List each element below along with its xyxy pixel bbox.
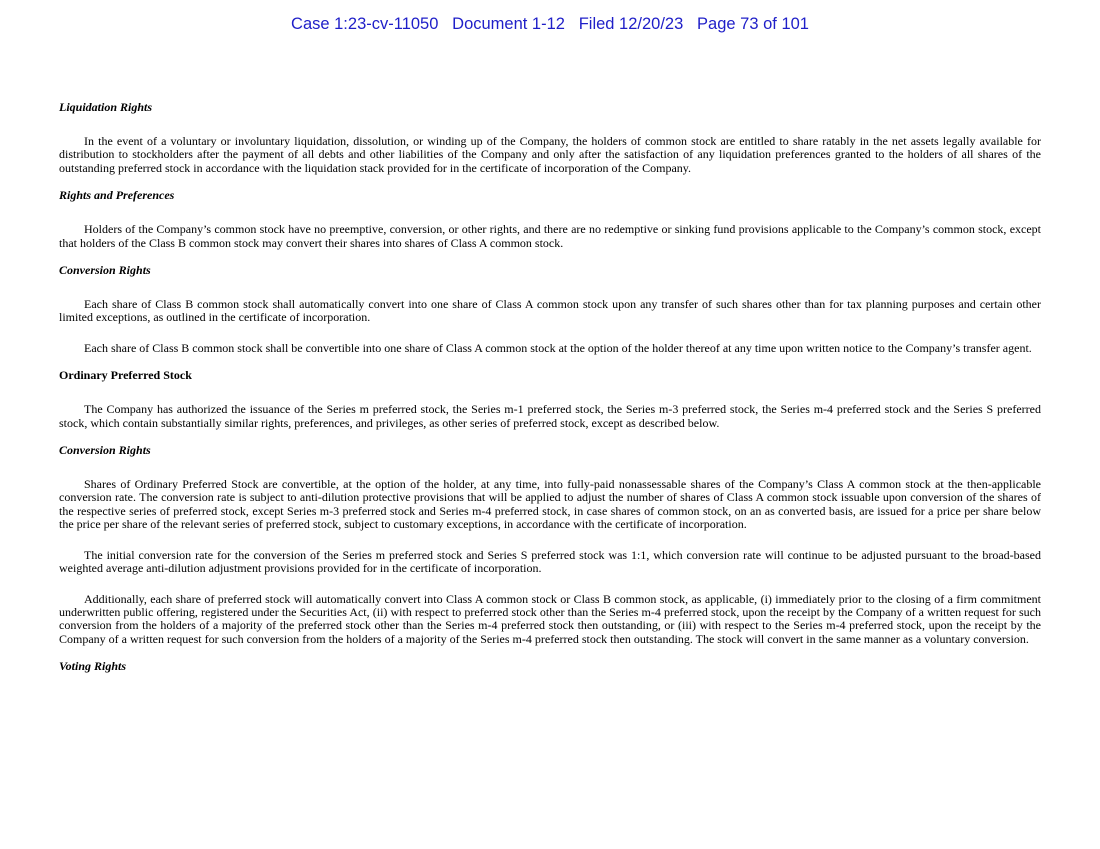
paragraph-rights-preferences: Holders of the Company’s common stock have no preemptive, conversion, or other rights, and there are no redemptive or sinking fund provisions applicable to the Company’s common stock, except that holders of the Class B common stock may convert their shares into shares of Class A common stock. bbox=[59, 222, 1041, 250]
section-heading-liquidation-rights: Liquidation Rights bbox=[59, 100, 153, 114]
paragraph-ordinary-preferred-stock: The Company has authorized the issuance of the Series m preferred stock, the Series m-1 preferred stock, the Series m-3 preferred stock, the Series m-4 preferred stock and the Series S preferred stock, which contain substantially similar rights, preferences, and privileges, as other series of preferred stock, except as described below. bbox=[59, 402, 1041, 430]
paragraph-class-b-automatic-conversion: Each share of Class B common stock shall automatically convert into one share of Class A common stock upon any transfer of such shares other than for tax planning purposes and certain other limited exceptions, as outlined in the certificate of incorporation. bbox=[59, 297, 1041, 325]
document-body bbox=[59, 100, 1041, 673]
court-filing-header: Case 1:23-cv-11050 Document 1-12 Filed 12/20/23 Page 73 of 101 bbox=[291, 15, 809, 33]
paragraph-class-b-optional-conversion: Each share of Class B common stock shall be convertible into one share of Class A common stock at the option of the holder thereof at any time upon written notice to the Company’s transfer agent. bbox=[84, 340, 1032, 355]
paragraph-preferred-convertible: Shares of Ordinary Preferred Stock are convertible, at the option of the holder, at any time, into fully-paid nonassessable shares of the Company’s Class A common stock at the then-applicable conversion rate. The conversion rate is subject to anti-dilution protective provisions that will be applied to adjust the number of shares of Class A common stock issuable upon conversion of the shares of the respective series of preferred stock, except Series m-3 preferred stock and Series m-4 preferred stock, in case shares of common stock, on an as converted basis, are issued for a price per share below the price per share of the relevant series of preferred stock, subject to customary exceptions, in accordance with the certificate of incorporation. bbox=[59, 477, 1041, 532]
paragraph-liquidation: In the event of a voluntary or involuntary liquidation, dissolution, or winding up of the Company, the holders of common stock are entitled to share ratably in the net assets legally available for distribution to stockholders after the payment of all debts and other liabilities of the Company and only after the satisfaction of any liquidation preferences granted to the holders of all shares of the outstanding preferred stock in accordance with the liquidation stack provided for in the certificate of incorporation of the Company. bbox=[59, 134, 1041, 175]
paragraph-initial-conversion-rate: The initial conversion rate for the conversion of the Series m preferred stock and Series S preferred stock was 1:1, which conversion rate will continue to be adjusted pursuant to the broad-based weighted average anti-dilution adjustment provisions provided for in the certificate of incorporation. bbox=[59, 547, 1041, 576]
section-heading-voting-rights: Voting Rights bbox=[59, 659, 127, 674]
section-heading-preferred-conversion-rights: Conversion Rights bbox=[59, 443, 151, 458]
paragraph-automatic-conversion: Additionally, each share of preferred stock will automatically convert into Class A common stock or Class B common stock, as applicable, (i) immediately prior to the closing of a firm commitment underwritten public offering, registered under the Securities Act, (ii) with respect to preferred stock other than the Series m-4 preferred stock, upon the receipt by the Company of a written request for such conversion from the holders of a majority of the preferred stock other than the Series m-4 preferred stock then outstanding, or (iii) with respect to the Series m-4 preferred stock, upon the receipt by the Company of a written request for such conversion from the holders of a majority of the Series m-4 preferred stock then outstanding. The stock will convert in the same manner as a voluntary conversion. bbox=[59, 591, 1041, 646]
section-heading-conversion-rights: Conversion Rights bbox=[59, 263, 151, 278]
section-heading-ordinary-preferred-stock: Ordinary Preferred Stock bbox=[59, 368, 192, 383]
section-heading-rights-and-preferences: Rights and Preferences bbox=[59, 188, 175, 203]
